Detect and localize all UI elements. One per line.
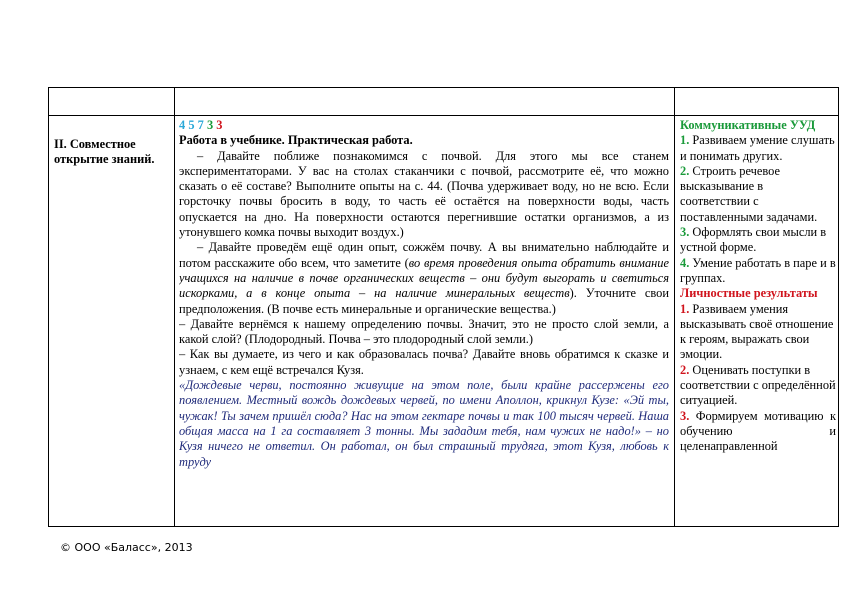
item-text: Развиваем умение слушать и понимать других. [680, 133, 835, 163]
table-border-bottom [48, 526, 839, 527]
item-text: Формируем мотивацию к обучению и целенаправленной [680, 408, 836, 454]
paragraph-3: – Давайте вернёмся к нашему определению почвы. Значит, это не просто слой земли, а какой слой? (Плодородный. Почва – это плодородный слой земли.) [179, 316, 669, 347]
communicative-item [680, 256, 836, 287]
item-number: 1. [680, 133, 690, 148]
personal-item [680, 409, 836, 455]
table-divider-1 [174, 87, 175, 527]
communicative-item [680, 164, 836, 225]
item-number: 3. [680, 408, 690, 423]
code-2: 5 [188, 118, 195, 132]
table-divider-2 [674, 87, 675, 527]
communicative-item [680, 133, 836, 164]
story-quote: «Дождевые черви, постоянно живущие на этом поле, были крайне рассержены его появлением. Местный вождь дождевых червей, по имени Аполлон, крикнул Кузе: «Эй ты, чужак! Ты зачем пришёл сюда? Нас на этом гектаре почвы и так 100 тысяч червей. Наша общая масса на 1 га составляет 3 тонны. Мы зададим тебя, нам чужих не надо!» – но Кузя ничего не ответил. Он работал, он был страшный трудяга, этот Кузя, любовь к труду [179, 378, 669, 469]
item-text: Оформлять свои мысли в устной форме. [680, 225, 827, 255]
paragraph-2-text: – Давайте проведём ещё один опыт, сожжём почву. А вы внимательно наблюдайте и потом расскажите обо всем, что заметите ( [179, 240, 669, 270]
personal-heading: Личностные результаты [680, 286, 818, 301]
copyright-footer: © ООО «Баласс», 2013 [60, 541, 193, 554]
paragraph-1: – Давайте поближе познакомимся с почвой. Для этого мы все станем экспериментаторами. У вас на столах стаканчики с почвой, рассмотрите её, что можно сказать о её составе? Выполните опыты на с. 44. (Почва удерживает воду, но не всю. Если горсточку почвы бросить в воду, то часть её остаётся на поверхности воды, часть опускается на дно. На поверхности остаются перегнившие остатки организмов, а из утонувшего комка почвы выходит воздух.) [179, 148, 669, 240]
code-5: 3 [216, 118, 223, 132]
communicative-item [680, 225, 836, 256]
activity-codes [179, 118, 669, 133]
item-text: Развиваем умения высказывать своё отношение к героям, выражать свои эмоции. [680, 301, 834, 362]
outcomes-column [680, 118, 836, 455]
table-border-right [838, 87, 839, 527]
table-border-row [48, 115, 839, 116]
paragraph-2-end: ). Уточните свои предположения. (В почве есть минеральные и органические вещества.) [179, 286, 669, 316]
item-text: Умение работать в паре и в группах. [680, 255, 836, 285]
table-border-top [48, 87, 839, 88]
item-text: Строить речевое высказывание в соответствии с поставленными задачами. [680, 163, 818, 224]
code-1: 4 [179, 118, 186, 132]
paragraph-2 [179, 240, 669, 316]
item-text: Оценивать поступки в соответствии с определённой ситуацией. [680, 362, 836, 408]
item-number: 2. [680, 362, 690, 377]
communicative-heading: Коммуникативные УУД [680, 118, 816, 132]
item-number: 4. [680, 255, 690, 270]
item-number: 3. [680, 225, 690, 240]
item-number: 2. [680, 163, 690, 178]
stage-heading: II. Совместное открытие знаний. [54, 137, 155, 167]
table-border-left [48, 87, 49, 527]
section-title: Работа в учебнике. Практическая работа. [179, 133, 413, 148]
paragraph-2-italic: во время проведения опыта обратить внимание учащихся на наличие в почве органических веществ – они будут выгорать и светиться искорками, а в конце опыта – на наличие минеральных веществ [179, 255, 669, 301]
personal-item [680, 302, 836, 363]
code-4: 3 [206, 118, 214, 132]
lesson-content [179, 118, 669, 470]
item-number: 1. [680, 301, 690, 316]
paragraph-4: – Как вы думаете, из чего и как образовалась почва? Давайте вновь обратимся к сказке и узнаем, с кем ещё встречался Кузя. [179, 347, 669, 377]
personal-item [680, 363, 836, 409]
code-3: 7 [197, 118, 204, 132]
